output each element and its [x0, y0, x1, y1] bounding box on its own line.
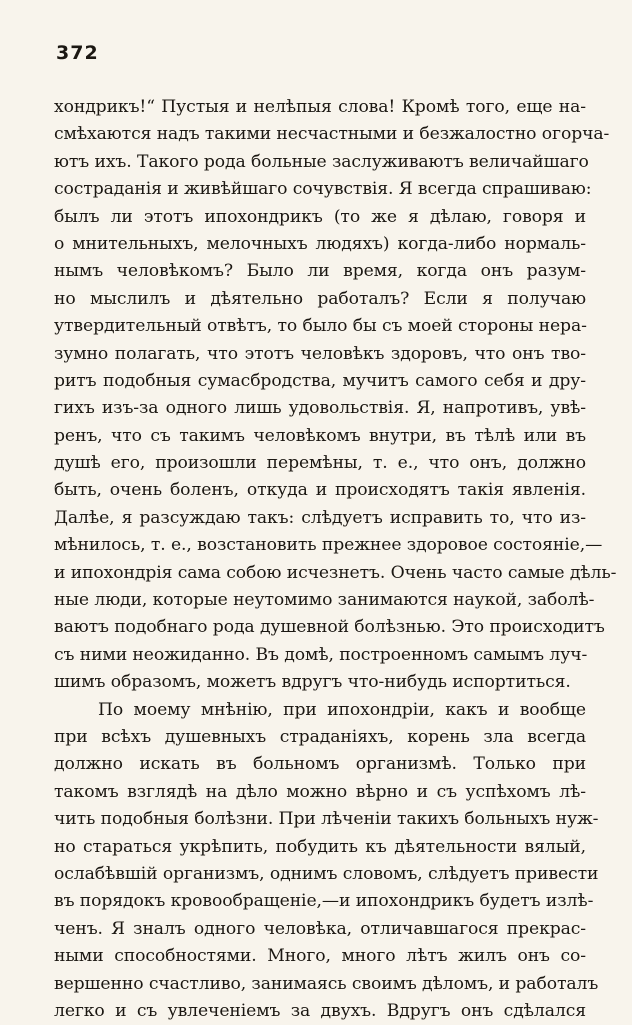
text-line-28: но стараться укрѣпить, побудить къ дѣятельности вялый, — [54, 836, 586, 857]
text-line-4: состраданія и живѣйшаго сочувствія. Я всегда спрашиваю: — [54, 179, 592, 200]
text-line-22: шимъ образомъ, можетъ вдругъ что-нибудь испортиться. — [54, 672, 571, 693]
text-line-15: быть, очень боленъ, откуда и происходятъ такія явленія. — [54, 480, 586, 501]
text-line-8: но мыслилъ и дѣятельно работалъ? Если я получаю — [54, 288, 586, 309]
text-line-13: ренъ, что съ такимъ человѣкомъ внутри, въ тѣлѣ или въ — [54, 425, 586, 446]
text-line-20: ваютъ подобнаго рода душевной болѣзнью. Это происходитъ — [54, 617, 605, 638]
text-line-3: ютъ ихъ. Такого рода больные заслуживаютъ величайшаго — [54, 151, 589, 172]
text-line-27: чить подобныя болѣзни. При лѣченіи такихъ больныхъ нуж- — [54, 809, 599, 830]
page-text — [54, 94, 617, 1025]
text-line-5: былъ ли этотъ ипохондрикъ (то же я дѣлаю, говоря и — [54, 206, 586, 227]
text-line-32: ными способностями. Много, много лѣтъ жилъ онъ со- — [54, 946, 586, 967]
text-line-26: такомъ взглядѣ на дѣло можно вѣрно и съ успѣхомъ лѣ- — [54, 781, 586, 802]
text-line-9: утвердительный отвѣтъ, то было бы съ моей стороны нера- — [54, 316, 587, 337]
text-line-16: Далѣе, я разсуждаю такъ: слѣдуетъ исправить то, что из- — [54, 507, 586, 528]
text-line-29: ослабѣвшій организмъ, однимъ словомъ, слѣдуетъ привести — [54, 863, 599, 884]
text-line-25: должно искать въ больномъ организмѣ. Только при — [54, 754, 586, 775]
text-line-34: легко и съ увлеченіемъ за двухъ. Вдругъ онъ сдѣлался — [54, 1000, 586, 1021]
text-line-24: при всѣхъ душевныхъ страданіяхъ, корень зла всегда — [54, 726, 586, 747]
text-line-7: нымъ человѣкомъ? Было ли время, когда онъ разум- — [54, 261, 586, 282]
text-line-6: о мнительныхъ, мелочныхъ людяхъ) когда-либо нормаль- — [54, 233, 586, 254]
text-line-10: зумно полагать, что этотъ человѣкъ здоровъ, что онъ тво- — [54, 343, 586, 364]
page-number: 372 — [56, 42, 99, 64]
text-line-23: По моему мнѣнію, при ипохондріи, какъ и вообще — [98, 699, 586, 720]
text-line-2: смѣхаются надъ такими несчастными и безжалостно огорча- — [54, 124, 610, 145]
text-line-31: ченъ. Я зналъ одного человѣка, отличавшагося прекрас- — [54, 918, 586, 939]
text-line-21: съ ними неожиданно. Въ домѣ, построенномъ самымъ луч- — [54, 644, 588, 665]
text-line-19: ные люди, которые неутомимо занимаются наукой, заболѣ- — [54, 590, 595, 611]
text-line-12: гихъ изъ-за одного лишь удовольствія. Я, напротивъ, увѣ- — [54, 398, 586, 419]
text-line-1: хондрикъ!“ Пустыя и нелѣпыя слова! Кромѣ того, еще на- — [54, 97, 586, 117]
text-line-14: душѣ его, произошли перемѣны, т. е., что онъ, должно — [54, 453, 586, 474]
text-line-11: ритъ подобныя сумасбродства, мучитъ самого себя и дру- — [54, 370, 586, 391]
text-line-18: и ипохондрія сама собою исчезнетъ. Очень часто самые дѣль- — [54, 562, 617, 583]
text-line-17: мѣнилось, т. е., возстановить прежнее здоровое состояніе,— — [54, 535, 603, 556]
text-line-33: вершенно счастливо, занимаясь своимъ дѣломъ, и работалъ — [54, 973, 599, 994]
text-line-30: въ порядокъ кровообращеніе,—и ипохондрикъ будетъ излѣ- — [54, 891, 594, 912]
